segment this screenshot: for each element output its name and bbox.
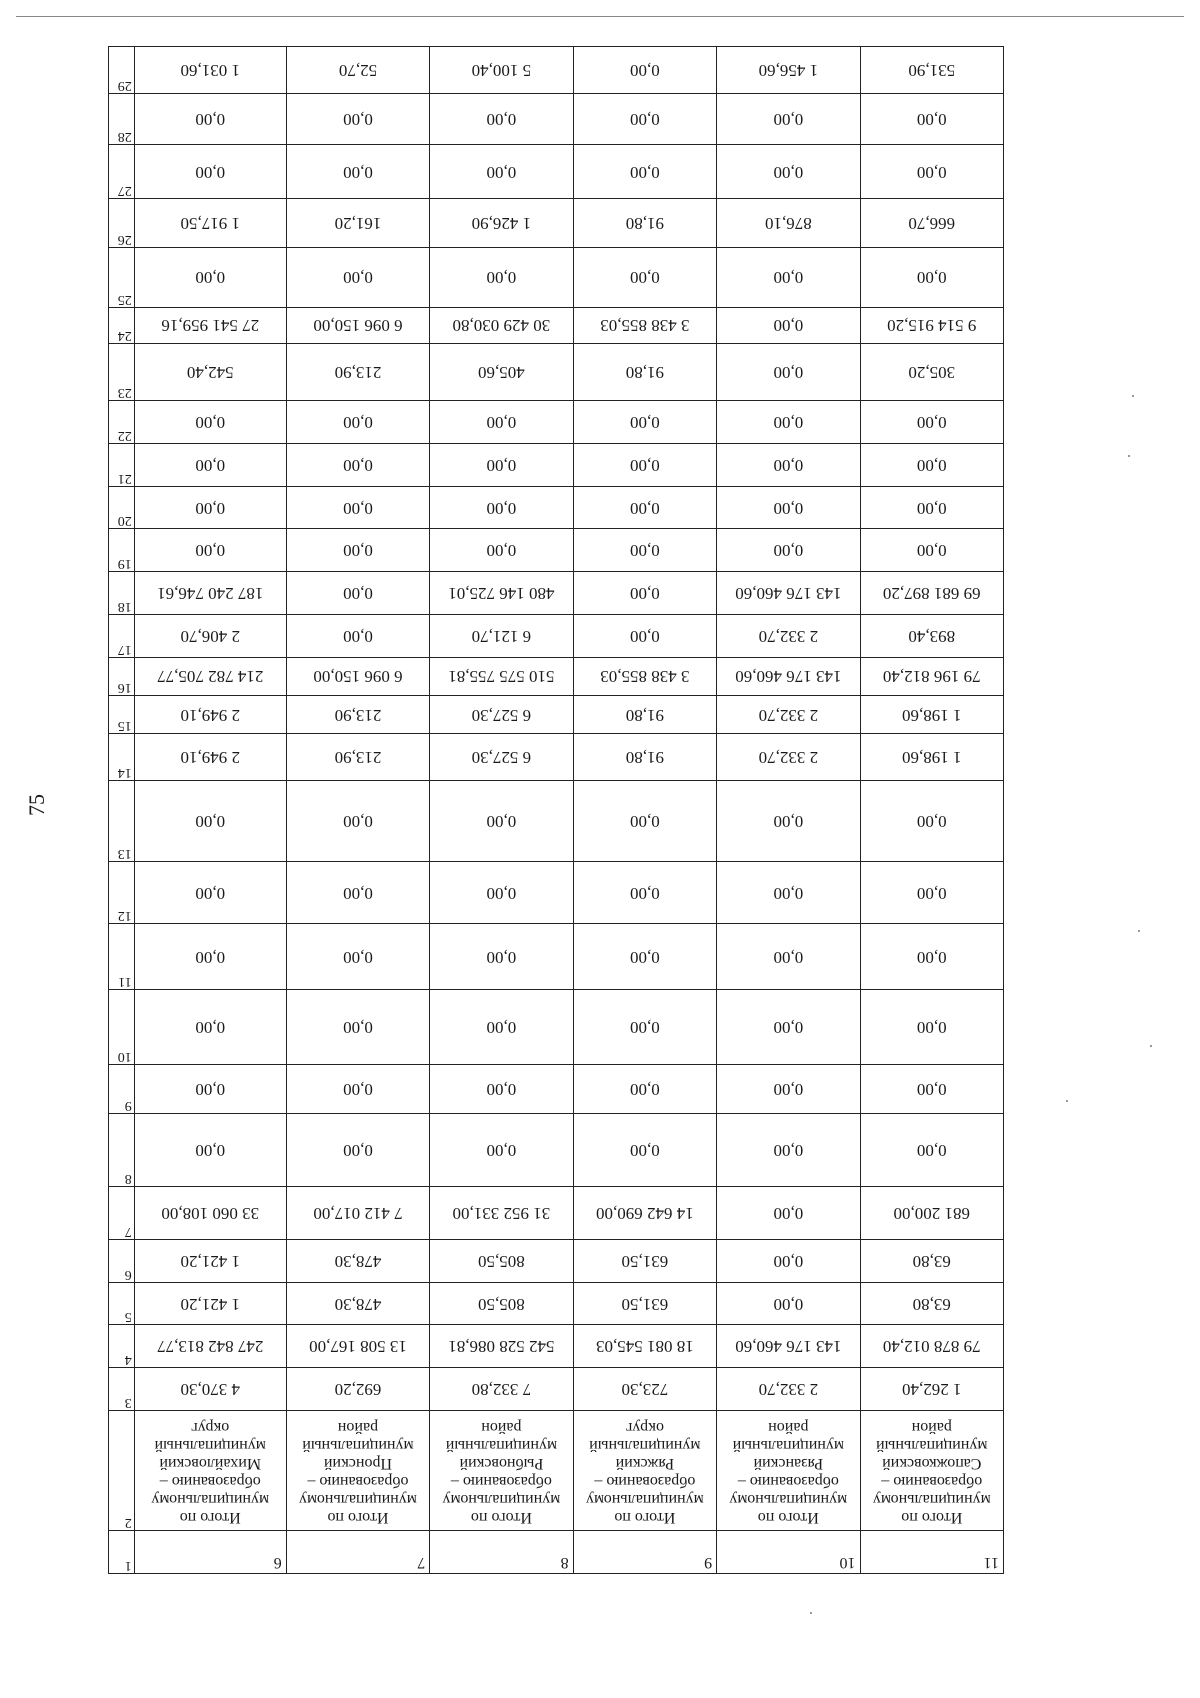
- value-cell: 305,20: [860, 343, 1003, 401]
- value-cell: 480 146 725,01: [430, 572, 573, 615]
- value-cell: 2 332,70: [717, 695, 860, 733]
- scan-speck: [1128, 455, 1130, 457]
- value-cell: 3 438 855,03: [573, 307, 716, 343]
- table-row: [109, 734, 1004, 781]
- value-cell: 0,00: [717, 343, 860, 401]
- scan-speck: [1138, 930, 1140, 932]
- value-cell: 0,00: [860, 1065, 1003, 1114]
- value-cell: 0,00: [717, 1114, 860, 1187]
- value-cell: 1 917,50: [134, 198, 286, 247]
- column-number-cell: 25: [109, 247, 135, 307]
- column-number-cell: 17: [109, 614, 135, 657]
- value-cell: 2 949,10: [134, 734, 286, 781]
- municipality-name-cell: Итого по муниципальному образованию – Сапожковский муниципальный район: [860, 1410, 1003, 1531]
- value-cell: 33 060 108,00: [134, 1186, 286, 1239]
- value-cell: 0,00: [573, 247, 716, 307]
- row-number-cell: 7: [286, 1531, 429, 1574]
- value-cell: 893,40: [860, 614, 1003, 657]
- value-cell: 0,00: [717, 781, 860, 862]
- value-cell: 0,00: [134, 1065, 286, 1114]
- value-cell: 1 426,90: [430, 198, 573, 247]
- column-number-cell: 5: [109, 1282, 135, 1325]
- data-table: [108, 46, 1004, 1574]
- value-cell: 63,80: [860, 1282, 1003, 1325]
- value-cell: 63,80: [860, 1240, 1003, 1283]
- column-number-cell: 6: [109, 1240, 135, 1283]
- value-cell: 0,00: [717, 247, 860, 307]
- column-number-cell: 2: [109, 1410, 135, 1531]
- value-cell: 91,80: [573, 343, 716, 401]
- value-cell: 0,00: [860, 94, 1003, 145]
- municipality-name-cell: Итого по муниципальному образованию – Михайловский муниципальный округ: [134, 1410, 286, 1531]
- value-cell: 1 262,40: [860, 1368, 1003, 1411]
- value-cell: 0,00: [860, 862, 1003, 924]
- top-rule: [16, 16, 1184, 17]
- table-row: [109, 990, 1004, 1065]
- scan-speck: [1132, 395, 1134, 397]
- value-cell: 0,00: [286, 614, 429, 657]
- value-cell: 542 528 086,81: [430, 1325, 573, 1368]
- table-row: [109, 1531, 1004, 1574]
- table-row: [109, 1186, 1004, 1239]
- value-cell: 0,00: [430, 990, 573, 1065]
- value-cell: 0,00: [430, 401, 573, 444]
- value-cell: 0,00: [286, 94, 429, 145]
- value-cell: 0,00: [286, 444, 429, 487]
- value-cell: 0,00: [717, 486, 860, 529]
- value-cell: 510 575 755,81: [430, 657, 573, 695]
- value-cell: 0,00: [573, 529, 716, 572]
- value-cell: 52,70: [286, 47, 429, 94]
- row-number-cell: 10: [717, 1531, 860, 1574]
- column-number-cell: 23: [109, 343, 135, 401]
- value-cell: 6 527,30: [430, 695, 573, 733]
- value-cell: 0,00: [717, 990, 860, 1065]
- value-cell: 0,00: [430, 247, 573, 307]
- value-cell: 9 514 915,20: [860, 307, 1003, 343]
- value-cell: 0,00: [717, 94, 860, 145]
- value-cell: 0,00: [286, 401, 429, 444]
- value-cell: 0,00: [573, 1065, 716, 1114]
- value-cell: 0,00: [430, 444, 573, 487]
- value-cell: 18 081 545,03: [573, 1325, 716, 1368]
- column-number-cell: 21: [109, 444, 135, 487]
- table-row: [109, 1410, 1004, 1531]
- value-cell: 6 121,70: [430, 614, 573, 657]
- scan-speck: [1066, 1100, 1068, 1102]
- table-row: [109, 94, 1004, 145]
- value-cell: 0,00: [430, 1065, 573, 1114]
- value-cell: 0,00: [134, 401, 286, 444]
- value-cell: 27 541 959,16: [134, 307, 286, 343]
- value-cell: 213,90: [286, 343, 429, 401]
- value-cell: 79 878 012,40: [860, 1325, 1003, 1368]
- value-cell: 0,00: [286, 145, 429, 198]
- value-cell: 6 527,30: [430, 734, 573, 781]
- municipality-name-cell: Итого по муниципальному образованию – Рыбновский муниципальный район: [430, 1410, 573, 1531]
- value-cell: 0,00: [430, 94, 573, 145]
- value-cell: 0,00: [134, 862, 286, 924]
- value-cell: 0,00: [573, 781, 716, 862]
- value-cell: 0,00: [860, 145, 1003, 198]
- table-row: [109, 614, 1004, 657]
- table-row: [109, 781, 1004, 862]
- value-cell: 0,00: [573, 990, 716, 1065]
- table-row: [109, 198, 1004, 247]
- column-number-cell: 22: [109, 401, 135, 444]
- column-number-cell: 11: [109, 924, 135, 990]
- value-cell: 405,60: [430, 343, 573, 401]
- value-cell: 1 421,20: [134, 1282, 286, 1325]
- column-number-cell: 16: [109, 657, 135, 695]
- column-number-cell: 4: [109, 1325, 135, 1368]
- value-cell: 0,00: [286, 781, 429, 862]
- value-cell: 631,50: [573, 1282, 716, 1325]
- value-cell: 0,00: [286, 1114, 429, 1187]
- value-cell: 0,00: [860, 401, 1003, 444]
- table-row: [109, 307, 1004, 343]
- value-cell: 0,00: [573, 145, 716, 198]
- value-cell: 3 438 855,03: [573, 657, 716, 695]
- value-cell: 0,00: [286, 529, 429, 572]
- table-row: [109, 486, 1004, 529]
- value-cell: 876,10: [717, 198, 860, 247]
- value-cell: 0,00: [134, 94, 286, 145]
- value-cell: 0,00: [717, 1282, 860, 1325]
- table-row: [109, 1114, 1004, 1187]
- value-cell: 0,00: [573, 486, 716, 529]
- municipality-name-cell: Итого по муниципальному образованию – Рязанский муниципальный район: [717, 1410, 860, 1531]
- column-number-cell: 10: [109, 990, 135, 1065]
- value-cell: 0,00: [134, 990, 286, 1065]
- value-cell: 805,50: [430, 1282, 573, 1325]
- value-cell: 79 196 812,40: [860, 657, 1003, 695]
- column-number-cell: 18: [109, 572, 135, 615]
- value-cell: 666,70: [860, 198, 1003, 247]
- municipality-name-cell: Итого по муниципальному образованию – Ряжский муниципальный округ: [573, 1410, 716, 1531]
- row-number-cell: 9: [573, 1531, 716, 1574]
- value-cell: 1 421,20: [134, 1240, 286, 1283]
- value-cell: 143 176 460,60: [717, 657, 860, 695]
- value-cell: 13 508 167,00: [286, 1325, 429, 1368]
- value-cell: 0,00: [573, 924, 716, 990]
- value-cell: 531,90: [860, 47, 1003, 94]
- page-number: 75: [24, 794, 49, 816]
- value-cell: 0,00: [430, 529, 573, 572]
- value-cell: 91,80: [573, 734, 716, 781]
- scan-speck: [810, 1612, 812, 1614]
- table-row: [109, 1240, 1004, 1283]
- value-cell: 0,00: [860, 529, 1003, 572]
- value-cell: 0,00: [134, 924, 286, 990]
- column-number-cell: 9: [109, 1065, 135, 1114]
- value-cell: 0,00: [286, 1065, 429, 1114]
- value-cell: 0,00: [134, 529, 286, 572]
- value-cell: 0,00: [430, 145, 573, 198]
- row-number-cell: 11: [860, 1531, 1003, 1574]
- table-row: [109, 1065, 1004, 1114]
- value-cell: 478,30: [286, 1240, 429, 1283]
- value-cell: 542,40: [134, 343, 286, 401]
- value-cell: 7 332,80: [430, 1368, 573, 1411]
- value-cell: 681 200,00: [860, 1186, 1003, 1239]
- value-cell: 0,00: [717, 1186, 860, 1239]
- value-cell: 0,00: [134, 145, 286, 198]
- value-cell: 6 096 150,00: [286, 657, 429, 695]
- value-cell: 0,00: [573, 94, 716, 145]
- table-row: [109, 1325, 1004, 1368]
- municipality-name-cell: Итого по муниципальному образованию – Пронский муниципальный район: [286, 1410, 429, 1531]
- column-number-cell: 7: [109, 1186, 135, 1239]
- column-number-cell: 29: [109, 47, 135, 94]
- value-cell: 0,00: [717, 401, 860, 444]
- column-number-cell: 26: [109, 198, 135, 247]
- value-cell: 187 240 746,61: [134, 572, 286, 615]
- table-row: [109, 1282, 1004, 1325]
- value-cell: 0,00: [717, 924, 860, 990]
- value-cell: 143 176 460,60: [717, 572, 860, 615]
- table-row: [109, 1368, 1004, 1411]
- value-cell: 0,00: [430, 486, 573, 529]
- table-row: [109, 572, 1004, 615]
- column-number-cell: 19: [109, 529, 135, 572]
- value-cell: 692,20: [286, 1368, 429, 1411]
- value-cell: 14 642 690,00: [573, 1186, 716, 1239]
- value-cell: 91,80: [573, 198, 716, 247]
- value-cell: 0,00: [286, 862, 429, 924]
- value-cell: 1 198,60: [860, 734, 1003, 781]
- value-cell: 0,00: [134, 1114, 286, 1187]
- value-cell: 805,50: [430, 1240, 573, 1283]
- value-cell: 7 412 017,00: [286, 1186, 429, 1239]
- value-cell: 0,00: [286, 990, 429, 1065]
- table-row: [109, 401, 1004, 444]
- value-cell: 0,00: [860, 781, 1003, 862]
- column-number-cell: 15: [109, 695, 135, 733]
- value-cell: 0,00: [717, 529, 860, 572]
- value-cell: 6 096 150,00: [286, 307, 429, 343]
- column-number-cell: 27: [109, 145, 135, 198]
- value-cell: 0,00: [430, 862, 573, 924]
- column-number-cell: 3: [109, 1368, 135, 1411]
- value-cell: 0,00: [573, 862, 716, 924]
- table-row: [109, 862, 1004, 924]
- table-row: [109, 444, 1004, 487]
- table-row: [109, 47, 1004, 94]
- value-cell: 31 952 331,00: [430, 1186, 573, 1239]
- value-cell: 0,00: [573, 47, 716, 94]
- value-cell: 0,00: [860, 486, 1003, 529]
- value-cell: 2 949,10: [134, 695, 286, 733]
- value-cell: 213,90: [286, 695, 429, 733]
- value-cell: 0,00: [717, 444, 860, 487]
- value-cell: 2 332,70: [717, 1368, 860, 1411]
- value-cell: 0,00: [573, 1114, 716, 1187]
- column-number-cell: 24: [109, 307, 135, 343]
- value-cell: 1 456,60: [717, 47, 860, 94]
- table-row: [109, 145, 1004, 198]
- value-cell: 0,00: [134, 486, 286, 529]
- column-number-cell: 13: [109, 781, 135, 862]
- value-cell: 0,00: [286, 924, 429, 990]
- value-cell: 0,00: [717, 145, 860, 198]
- value-cell: 0,00: [717, 307, 860, 343]
- value-cell: 4 370,30: [134, 1368, 286, 1411]
- table-row: [109, 343, 1004, 401]
- table-row: [109, 695, 1004, 733]
- value-cell: 0,00: [430, 924, 573, 990]
- value-cell: 0,00: [573, 401, 716, 444]
- value-cell: 0,00: [860, 247, 1003, 307]
- value-cell: 5 100,40: [430, 47, 573, 94]
- value-cell: 2 406,70: [134, 614, 286, 657]
- value-cell: 247 842 813,77: [134, 1325, 286, 1368]
- value-cell: 478,30: [286, 1282, 429, 1325]
- scan-speck: [1150, 1045, 1152, 1047]
- value-cell: 0,00: [430, 1114, 573, 1187]
- value-cell: 0,00: [860, 990, 1003, 1065]
- row-number-cell: 6: [134, 1531, 286, 1574]
- table-row: [109, 924, 1004, 990]
- table-row: [109, 657, 1004, 695]
- value-cell: 69 681 897,20: [860, 572, 1003, 615]
- row-number-cell: 8: [430, 1531, 573, 1574]
- value-cell: 161,20: [286, 198, 429, 247]
- value-cell: 143 176 460,60: [717, 1325, 860, 1368]
- value-cell: 0,00: [573, 444, 716, 487]
- value-cell: 0,00: [573, 572, 716, 615]
- value-cell: 2 332,70: [717, 614, 860, 657]
- value-cell: 0,00: [286, 572, 429, 615]
- value-cell: 1 031,60: [134, 47, 286, 94]
- value-cell: 0,00: [430, 781, 573, 862]
- value-cell: 0,00: [717, 1065, 860, 1114]
- value-cell: 1 198,60: [860, 695, 1003, 733]
- column-number-cell: 14: [109, 734, 135, 781]
- value-cell: 0,00: [286, 486, 429, 529]
- table-row: [109, 247, 1004, 307]
- value-cell: 0,00: [573, 614, 716, 657]
- value-cell: 0,00: [134, 781, 286, 862]
- column-number-cell: 1: [109, 1531, 135, 1574]
- value-cell: 723,30: [573, 1368, 716, 1411]
- value-cell: 631,50: [573, 1240, 716, 1283]
- value-cell: 0,00: [860, 924, 1003, 990]
- value-cell: 214 782 705,77: [134, 657, 286, 695]
- value-cell: 2 332,70: [717, 734, 860, 781]
- column-number-cell: 8: [109, 1114, 135, 1187]
- value-cell: 91,80: [573, 695, 716, 733]
- value-cell: 30 429 030,80: [430, 307, 573, 343]
- value-cell: 0,00: [134, 444, 286, 487]
- value-cell: 0,00: [717, 862, 860, 924]
- value-cell: 213,90: [286, 734, 429, 781]
- table-row: [109, 529, 1004, 572]
- column-number-cell: 12: [109, 862, 135, 924]
- value-cell: 0,00: [286, 247, 429, 307]
- value-cell: 0,00: [860, 1114, 1003, 1187]
- column-number-cell: 20: [109, 486, 135, 529]
- value-cell: 0,00: [717, 1240, 860, 1283]
- data-table-wrapper: [108, 46, 1004, 1574]
- value-cell: 0,00: [134, 247, 286, 307]
- value-cell: 0,00: [860, 444, 1003, 487]
- column-number-cell: 28: [109, 94, 135, 145]
